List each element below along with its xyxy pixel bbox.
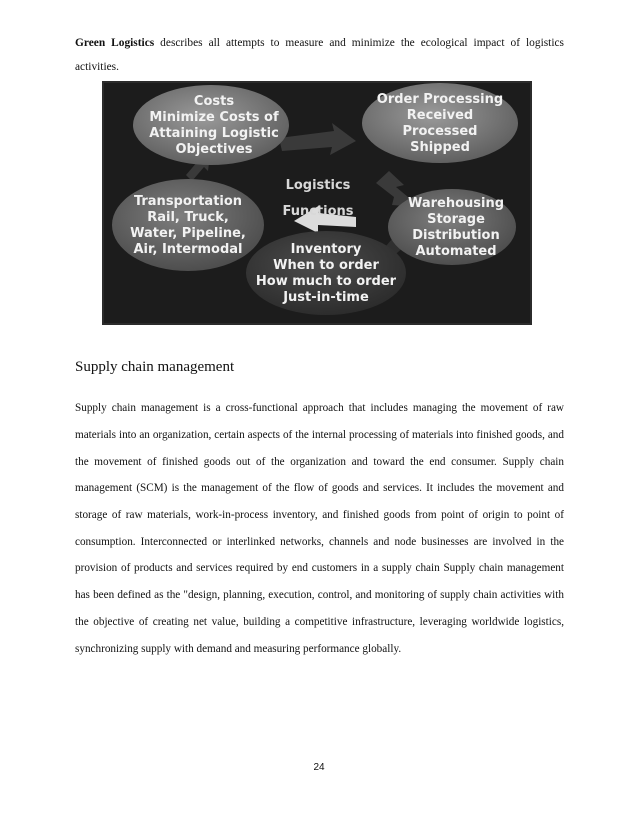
costs-line4: Objectives [175,142,253,157]
warehousing-line4: Automated [415,244,497,259]
page-number: 24 [313,762,325,773]
center-label-line1: Logistics [285,178,351,193]
center-label-line2: Functions [282,204,354,219]
order-line2: Received [406,108,474,123]
transportation-ellipse [112,179,264,271]
warehousing-line1: Warehousing [407,196,505,211]
order-line3: Processed [402,124,478,139]
order-line4: Shipped [410,140,470,155]
costs-line1: Costs [193,94,235,109]
warehousing-line3: Distribution [412,228,500,243]
transportation-line1: Transportation [133,194,243,209]
section-paragraph: Supply chain management is a cross-functional approach that includes managing the movement of raw materials into an organization, certain aspects of the internal processing of materials into finished goods, and the movement of finished goods out of the organization and toward the end consumer. Supply chain management (SCM) is the management of the flow of goods and services. It includes the movement and storage of raw materials, work-in-process inventory, and finished goods from point of origin to point of consumption. Interconnected or interlinked networks, channels and node businesses are involved in the provision of products and services required by end customers in a supply chain Supply chain management has been defined as the "design, planning, execution, control, and monitoring of supply chain activities with the objective of creating net value, building a competitive infrastructure, leveraging worldwide logistics, synchronizing supply with demand and measuring performance globally. [75,402,564,655]
costs-line2: Minimize Costs of [149,110,279,125]
inventory-line2: When to order [273,258,379,273]
inventory-line3: How much to order [255,274,397,289]
costs-line3: Attaining Logistic [149,126,279,141]
transportation-line3: Water, Pipeline, [130,226,246,241]
transportation-line4: Air, Intermodal [133,242,243,257]
diagram-canvas [104,83,530,323]
warehousing-line2: Storage [427,212,485,227]
order-line1: Order Processing [376,92,504,107]
logistics-functions-diagram [102,81,532,325]
transportation-line2: Rail, Truck, [147,210,229,225]
intro-term: Green Logistics [75,37,155,50]
section-heading: Supply chain management [75,359,235,376]
arrow-costs-to-order [279,123,356,155]
intro-text: describes all attempts to measure and minimize the ecological impact of logistics activities. [75,37,564,74]
intro-paragraph [75,31,564,79]
inventory-line4: Just-in-time [283,290,369,305]
inventory-line1: Inventory [290,242,362,257]
